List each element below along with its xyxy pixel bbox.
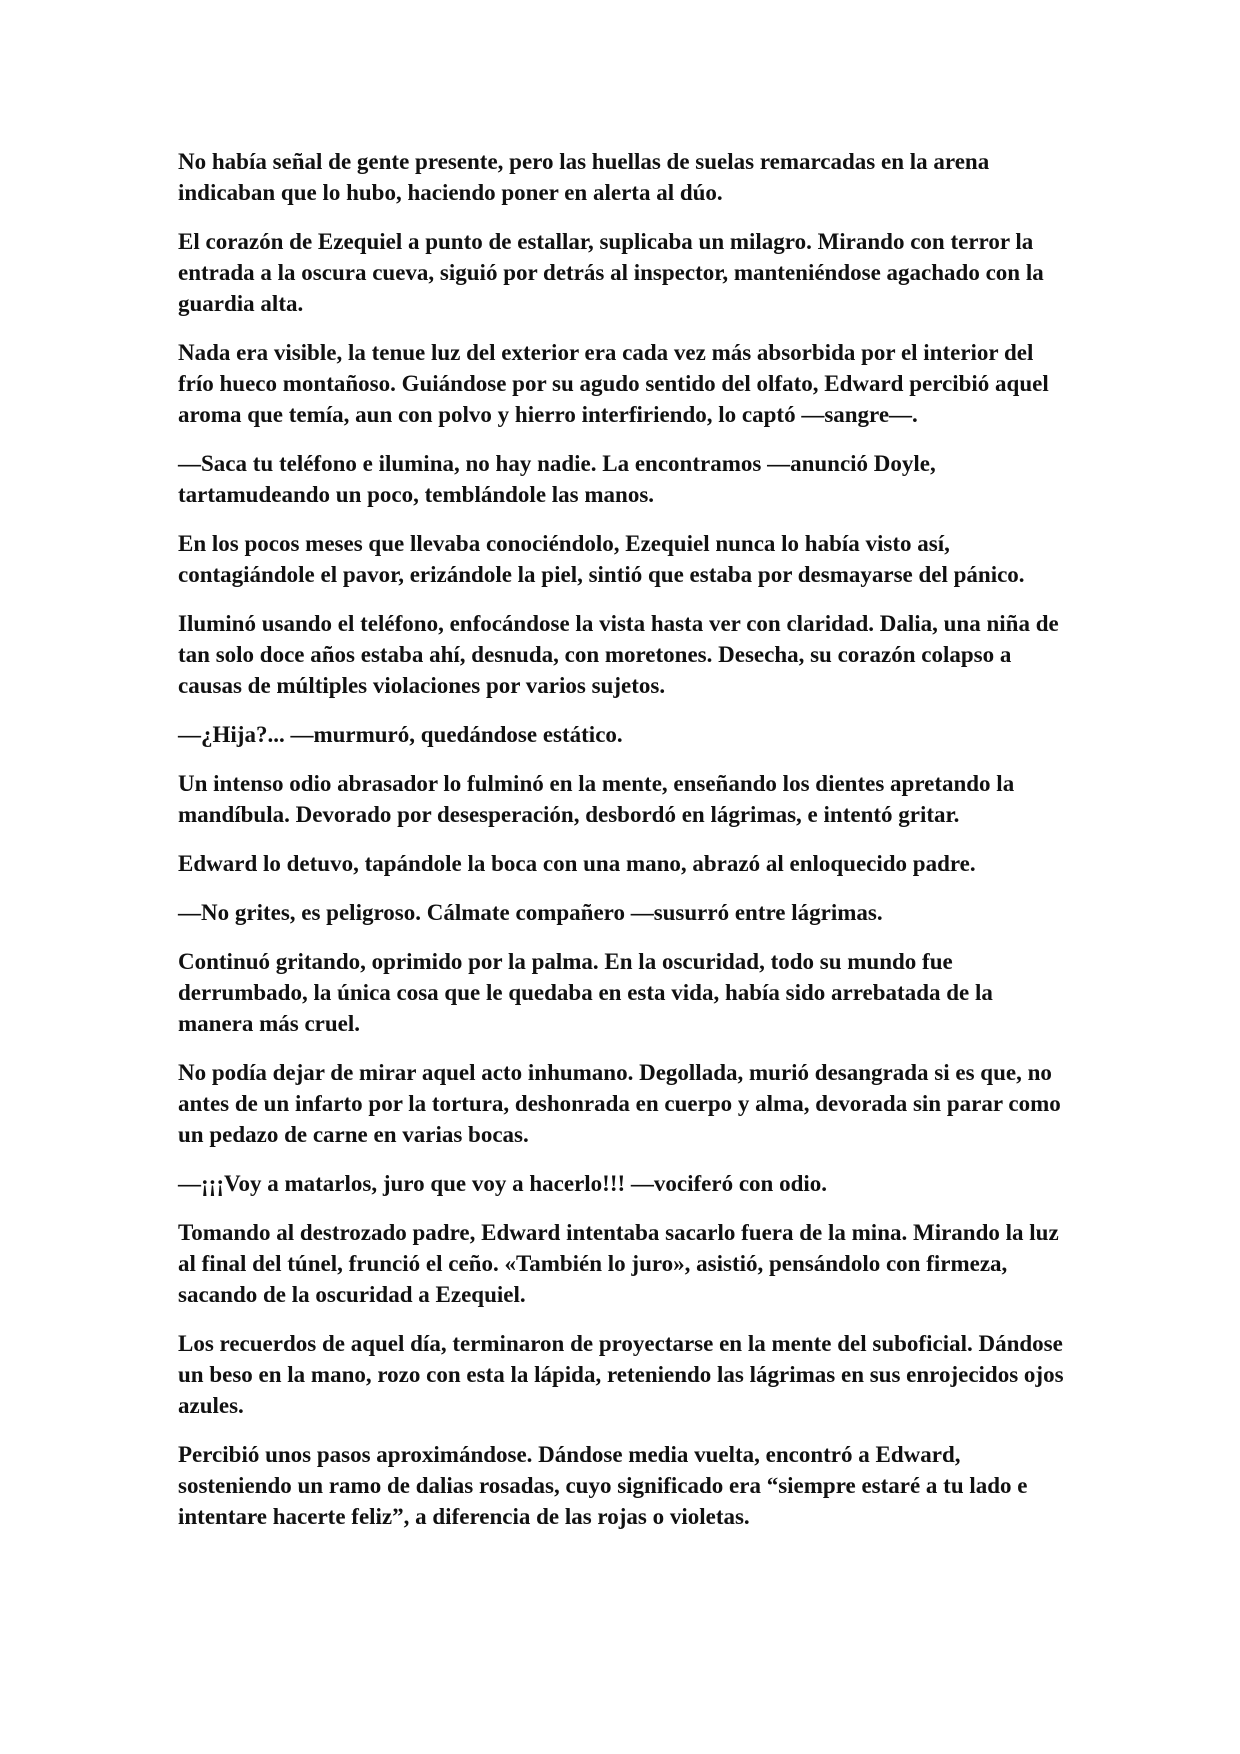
paragraph: Un intenso odio abrasador lo fulminó en la mente, enseñando los dientes apretando la mandíbula. Devorado por desesperación, desbordó en lágrimas, e intentó gritar.: [178, 771, 1015, 827]
paragraph: —¿Hija?... —murmuró, quedándose estático.: [178, 722, 623, 747]
paragraph: Tomando al destrozado padre, Edward intentaba sacarlo fuera de la mina. Mirando la luz al final del túnel, frunció el ceño. «También lo juro», asistió, pensándolo con firmeza, sacando de la oscuridad a Ezequiel.: [178, 1220, 1059, 1307]
paragraph: No podía dejar de mirar aquel acto inhumano. Degollada, murió desangrada si es que, no antes de un infarto por la tortura, deshonrada en cuerpo y alma, devorada sin parar como un pedazo de carne en varias bocas.: [178, 1060, 1061, 1147]
paragraph: Los recuerdos de aquel día, terminaron de proyectarse en la mente del suboficial. Dándose un beso en la mano, rozo con esta la lápida, reteniendo las lágrimas en sus enrojecidos ojos azules.: [178, 1331, 1064, 1418]
document-page: [178, 146, 1073, 1550]
paragraph: —No grites, es peligroso. Cálmate compañero —susurró entre lágrimas.: [178, 900, 883, 925]
paragraph: En los pocos meses que llevaba conociéndolo, Ezequiel nunca lo había visto así, contagiándole el pavor, erizándole la piel, sintió que estaba por desmayarse del pánico.: [178, 531, 1025, 587]
paragraph: Percibió unos pasos aproximándose. Dándose media vuelta, encontró a Edward, sosteniendo un ramo de dalias rosadas, cuyo significado era “siempre estaré a tu lado e intentare hacerte feliz”, a diferencia de las rojas o violetas.: [178, 1442, 1028, 1529]
paragraph: Nada era visible, la tenue luz del exterior era cada vez más absorbida por el interior del frío hueco montañoso. Guiándose por su agudo sentido del olfato, Edward percibió aquel aroma que temía, aun con polvo y hierro interfiriendo, lo captó —sangre—.: [178, 340, 1049, 427]
paragraph: Iluminó usando el teléfono, enfocándose la vista hasta ver con claridad. Dalia, una niña de tan solo doce años estaba ahí, desnuda, con moretones. Desecha, su corazón colapso a causas de múltiples violaciones por varios sujetos.: [178, 611, 1059, 698]
paragraph: —Saca tu teléfono e ilumina, no hay nadie. La encontramos —anunció Doyle, tartamudeando un poco, temblándole las manos.: [178, 451, 936, 507]
paragraph: —¡¡¡Voy a matarlos, juro que voy a hacerlo!!! —vociferó con odio.: [178, 1171, 828, 1196]
paragraph: Continuó gritando, oprimido por la palma. En la oscuridad, todo su mundo fue derrumbado, la única cosa que le quedaba en esta vida, había sido arrebatada de la manera más cruel.: [178, 949, 993, 1036]
paragraph: No había señal de gente presente, pero las huellas de suelas remarcadas en la arena indicaban que lo hubo, haciendo poner en alerta al dúo.: [178, 149, 990, 205]
paragraph: El corazón de Ezequiel a punto de estallar, suplicaba un milagro. Mirando con terror la entrada a la oscura cueva, siguió por detrás al inspector, manteniéndose agachado con la guardia alta.: [178, 229, 1044, 316]
paragraph: Edward lo detuvo, tapándole la boca con una mano, abrazó al enloquecido padre.: [178, 851, 976, 876]
